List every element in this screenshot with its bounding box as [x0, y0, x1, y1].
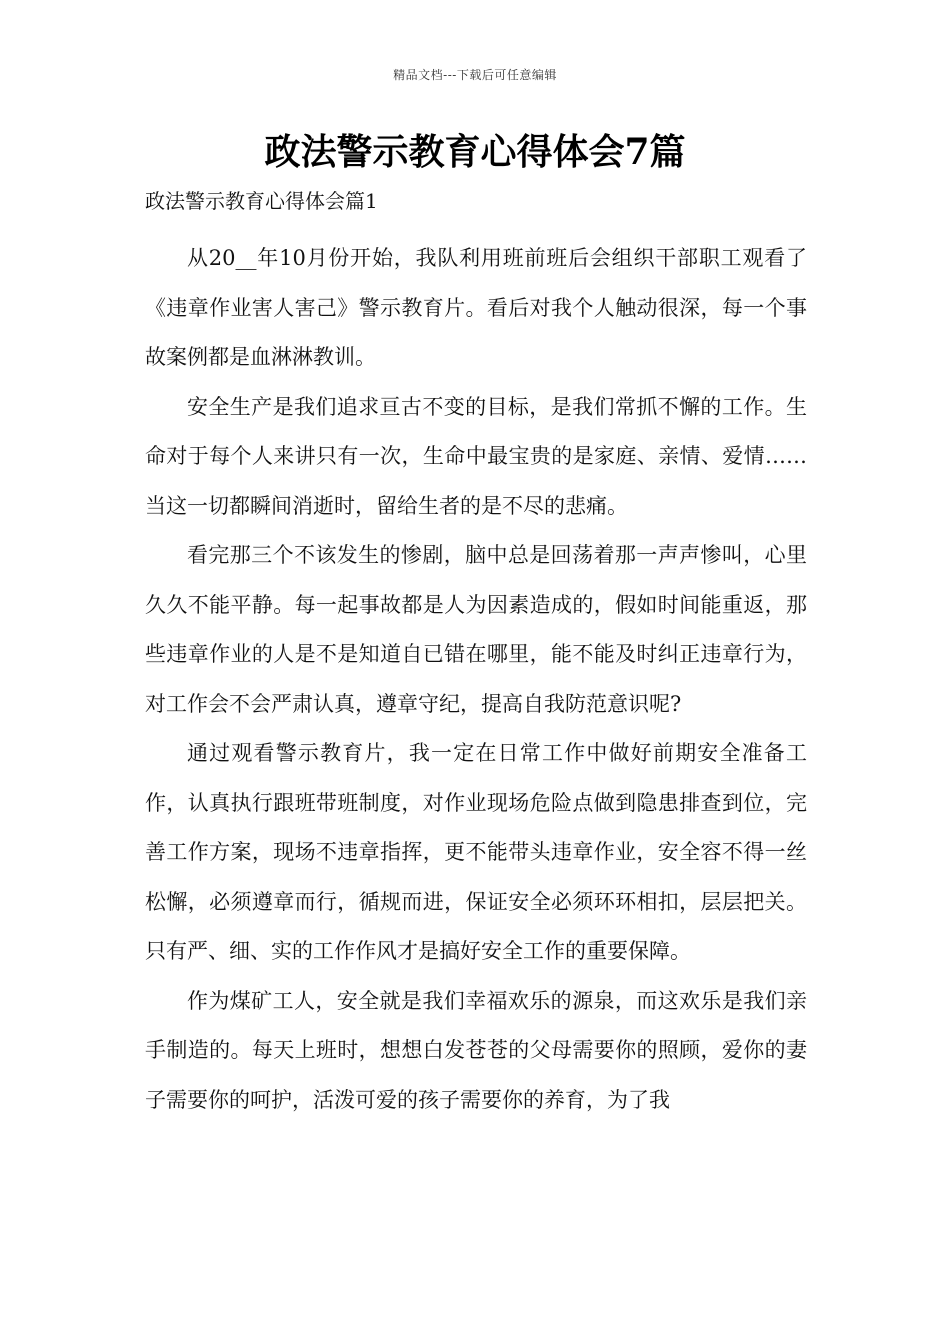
document-body	[145, 234, 807, 1125]
paragraph: 安全生产是我们追求亘古不变的目标，是我们常抓不懈的工作。生命对于每个人来讲只有一次，生命中最宝贵的是家庭、亲情、爱情……当这一切都瞬间消逝时，留给生者的是不尽的悲痛。	[145, 394, 807, 518]
paragraph: 从20__年10月份开始，我队利用班前班后会组织干部职工观看了《违章作业害人害己》警示教育片。看后对我个人触动很深，每一个事故案例都是血淋淋教训。	[145, 246, 807, 369]
paragraph: 看完那三个不该发生的惨剧，脑中总是回荡着那一声声惨叫，心里久久不能平静。每一起事故都是人为因素造成的，假如时间能重返，那些违章作业的人是不是知道自已错在哪里，能不能及时纠正违章行为，对工作会不会严肃认真，遵章守纪，提高自我防范意识呢?	[145, 543, 807, 716]
paragraph: 通过观看警示教育片，我一定在日常工作中做好前期安全准备工作，认真执行跟班带班制度，对作业现场危险点做到隐患排查到位，完善工作方案，现场不违章指挥，更不能带头违章作业，安全容不得一丝松懈，必须遵章而行，循规而进，保证安全必须环环相扣，层层把关。只有严、细、实的工作作风才是搞好安全工作的重要保障。	[145, 741, 807, 963]
document-title: 政法警示教育心得体会7篇	[264, 131, 686, 173]
page-header: 精品文档---下载后可任意编辑	[393, 68, 557, 82]
paragraph: 作为煤矿工人，安全就是我们幸福欢乐的源泉，而这欢乐是我们亲手制造的。每天上班时，想想白发苍苍的父母需要你的照顾，爱你的妻子需要你的呵护，活泼可爱的孩子需要你的养育，为了我	[145, 988, 807, 1112]
section-heading: 政法警示教育心得体会篇1	[145, 189, 378, 213]
